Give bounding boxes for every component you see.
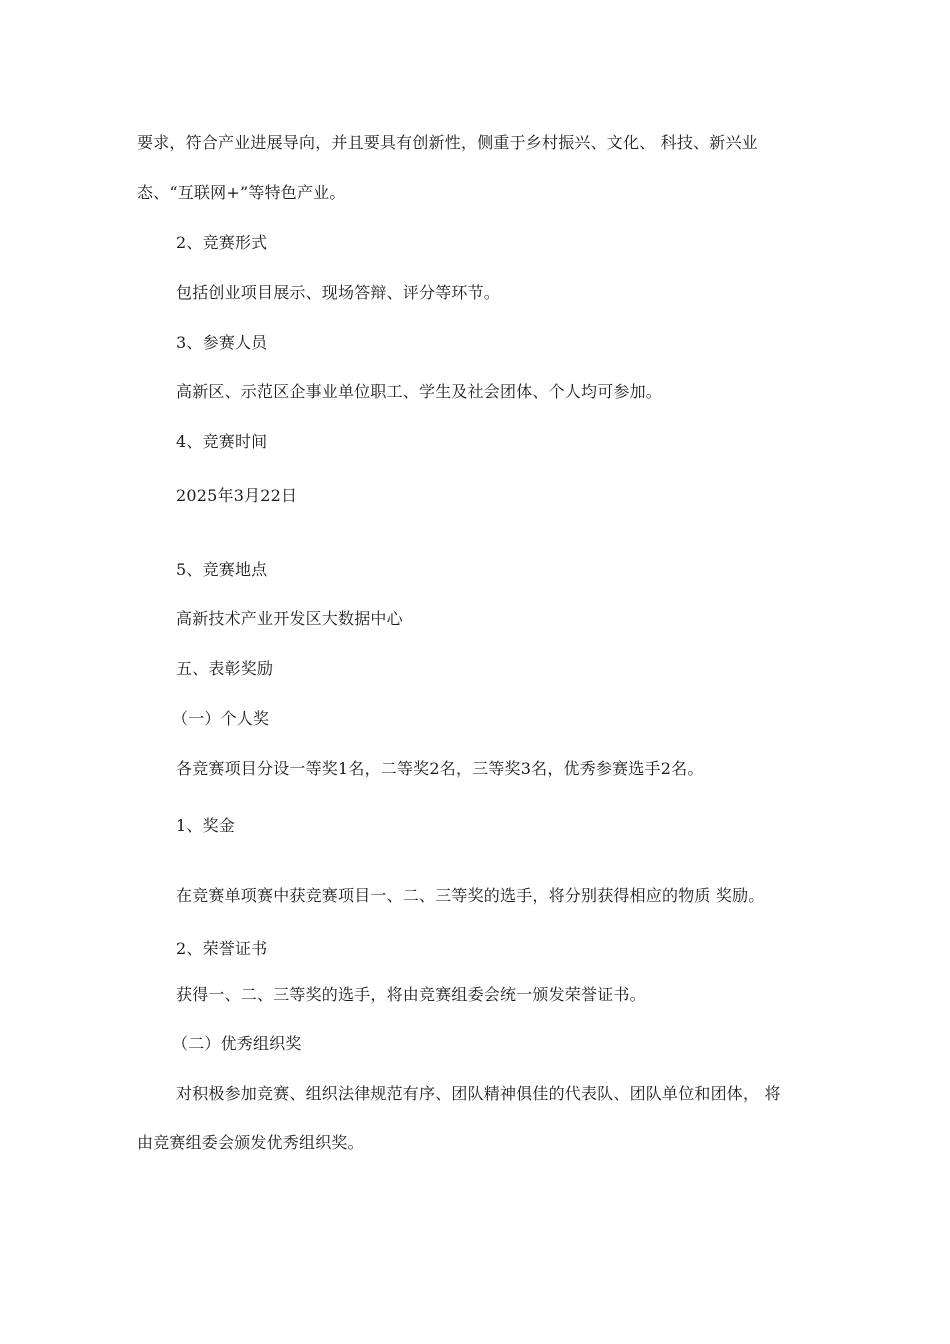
section-heading: 3、参赛人员 [176,333,268,352]
paragraph-text: 各竞赛项目分设一等奖1名，二等奖2名，三等奖3名，优秀参赛选手2名。 [176,759,704,778]
paragraph-text: 高新技术产业开发区大数据中心 [176,609,403,628]
item-heading: 2、荣誉证书 [176,939,268,958]
paragraph-text: 获得一、二、三等奖的选手，将由竞赛组委会统一颁发荣誉证书。 [176,985,646,1004]
chapter-heading: 五、表彰奖励 [176,659,274,678]
paragraph-line: 态、“互联网+”等特色产业。 [137,183,346,202]
paragraph-text: 包括创业项目展示、现场答辩、评分等环节。 [176,283,501,302]
section-heading: 2、竞赛形式 [176,233,268,252]
paragraph-text: 在竞赛单项赛中获竞赛项目一、二、三等奖的选手，将分别获得相应的物质 奖励。 [176,886,765,905]
paragraph-line: 由竞赛组委会颁发优秀组织奖。 [137,1133,364,1152]
subsection-heading: （二）优秀组织奖 [172,1034,302,1053]
section-heading: 5、竞赛地点 [176,560,268,579]
item-heading: 1、奖金 [176,816,235,835]
paragraph-line: 要求，符合产业进展导向，并且要具有创新性，侧重于乡村振兴、文化、 科技、新兴业 [137,133,758,152]
paragraph-line: 对积极参加竞赛、组织法律规范有序、团队精神俱佳的代表队、团队单位和团体， 将 [176,1084,781,1103]
paragraph-text: 2025年3月22日 [176,486,298,505]
section-heading: 4、竞赛时间 [176,432,268,451]
paragraph-text: 高新区、示范区企事业单位职工、学生及社会团体、个人均可参加。 [176,382,663,401]
subsection-heading: （一）个人奖 [172,709,270,728]
